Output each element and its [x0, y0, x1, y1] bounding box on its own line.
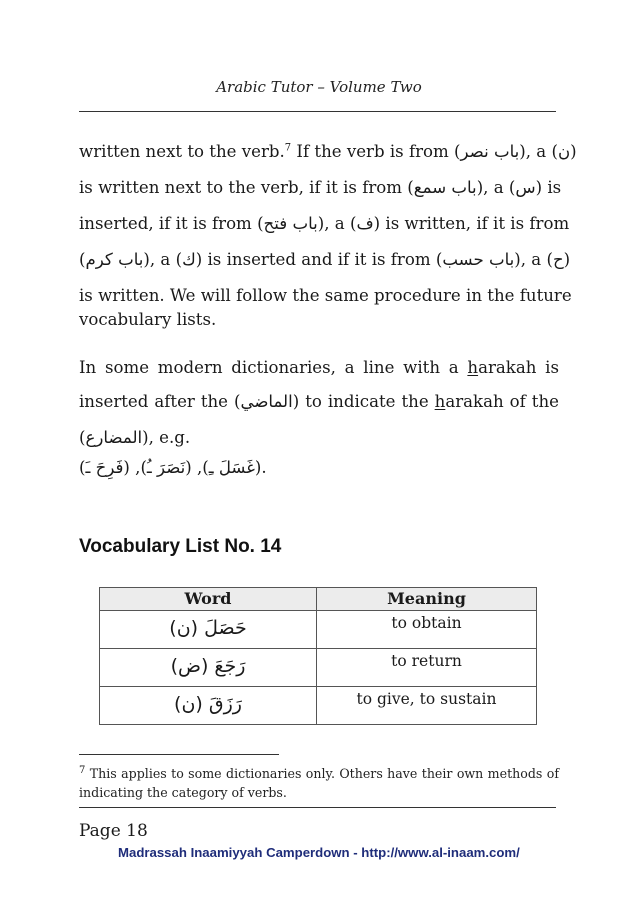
table-header-row	[100, 588, 537, 611]
meaning-cell: to return	[317, 649, 537, 687]
section-heading: Vocabulary List No. 14	[79, 536, 282, 557]
paragraph-1-line-5: is written. We will follow the same procedure in the future	[79, 286, 572, 305]
arabic-term: المضارع	[85, 428, 143, 447]
paragraph-2-line-2: inserted after the (الماضي) to indicate the harakah of the	[79, 392, 559, 411]
arabic-term: باب فتح	[263, 214, 318, 233]
paragraph-2-line-4: ( غَسَلَ ـِ), (نَصَرَ ـُ), (فَرِحَ ـَ ).	[79, 458, 267, 477]
arabic-letter: ح	[552, 250, 564, 269]
page-number: Page 18	[79, 821, 148, 841]
arabic-term: باب نصر	[460, 142, 520, 161]
arabic-term: باب حسب	[442, 250, 515, 269]
word-cell: رَزَقَ (ن)	[100, 687, 317, 725]
footer-link[interactable]: Madrassah Inaamiyyah Camperdown - http://www.al-inaam.com/	[118, 845, 520, 860]
column-header-word: Word	[100, 588, 317, 611]
table-row	[100, 687, 537, 725]
footnote-rule	[79, 754, 279, 755]
arabic-term: الماضي	[240, 392, 293, 411]
arabic-letter: ن	[557, 142, 571, 161]
paragraph-1-line-4: (باب كرم), a (ك) is inserted and if it is from (باب حسب), a (ح)	[79, 250, 571, 269]
arabic-letter: ف	[356, 214, 374, 233]
paragraph-2-line-1: In some modern dictionaries, a line with a harakah is	[79, 358, 559, 377]
arabic-example: فَرِحَ ـَ	[85, 458, 124, 477]
arabic-letter: س	[515, 178, 536, 197]
paragraph-1-line-2: is written next to the verb, if it is from (باب سمع), a (س) is	[79, 178, 562, 197]
column-header-meaning: Meaning	[317, 588, 537, 611]
word-cell: رَجَعَ (ض)	[100, 649, 317, 687]
arabic-letter: ك	[182, 250, 196, 269]
paragraph-2-line-3: (المضارع), e.g.	[79, 428, 191, 447]
meaning-cell: to give, to sustain	[317, 687, 537, 725]
vocabulary-table	[99, 587, 537, 725]
table-row	[100, 649, 537, 687]
table-row	[100, 611, 537, 649]
footnote-ref[interactable]: 7	[284, 142, 292, 154]
arabic-example: نَصَرَ ـُ	[146, 458, 186, 477]
arabic-example: غَسَلَ ـِ	[208, 458, 255, 477]
paragraph-1-line-1: written next to the verb.$^7$ If the verb is from (باب نصر), a (ن)	[79, 142, 577, 161]
paragraph-1-line-3: inserted, if it is from (باب فتح), a (ف) is written, if it is from	[79, 214, 570, 233]
header-rule	[79, 111, 556, 112]
footnote-number: 7	[79, 764, 86, 776]
footer-rule	[79, 807, 556, 808]
footnote-line-1: $^7$ This applies to some dictionaries only. Others have their own methods of	[79, 764, 559, 781]
paragraph-1-line-6: vocabulary lists.	[79, 310, 217, 329]
running-head: Arabic Tutor – Volume Two	[216, 78, 422, 96]
word-cell: حَصَلَ (ن)	[100, 611, 317, 649]
footnote-line-2: indicating the category of verbs.	[79, 785, 287, 800]
meaning-cell: to obtain	[317, 611, 537, 649]
arabic-term: باب كرم	[85, 250, 144, 269]
footnote	[79, 764, 559, 802]
arabic-term: باب سمع	[413, 178, 477, 197]
